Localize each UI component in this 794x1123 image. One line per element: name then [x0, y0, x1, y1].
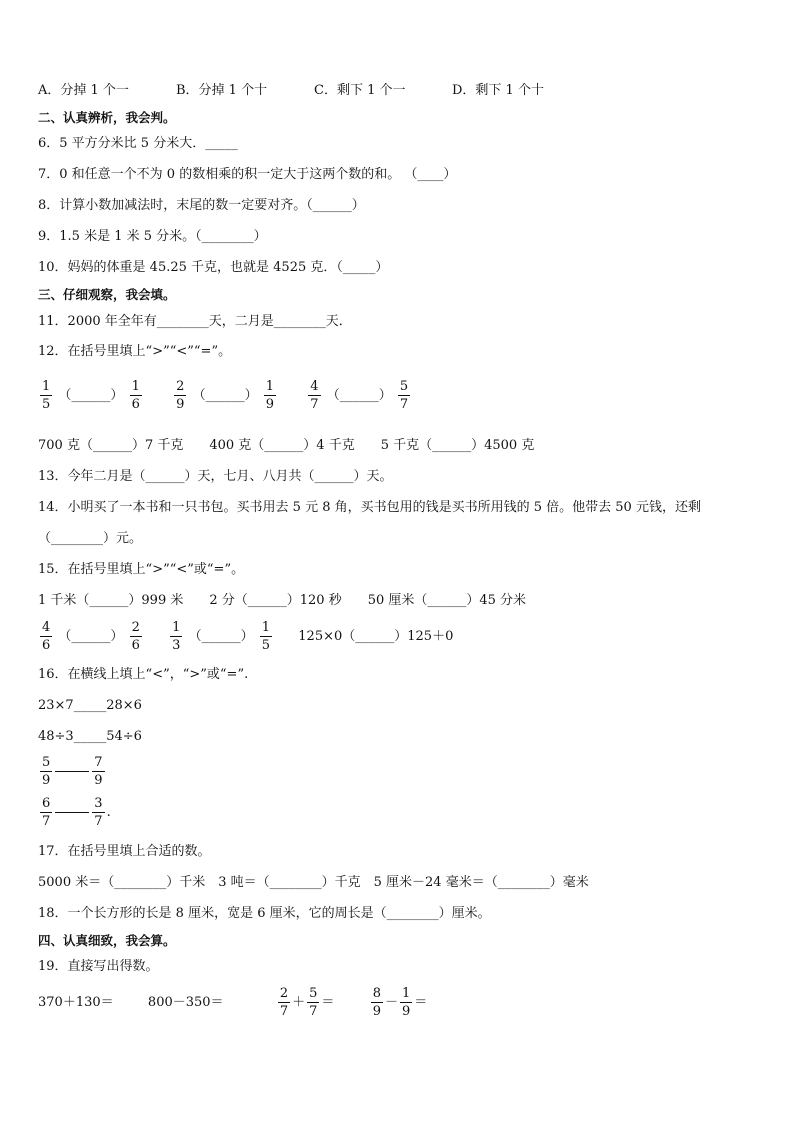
answer-blank[interactable]: （______）: [326, 388, 392, 403]
question-12: 12．在括号里填上“>”“<”“=”。: [38, 344, 232, 359]
question-14-line-1: 14．小明买了一本书和一只书包。买书用去 5 元 8 角，买书包用的钱是买书所用钱的 5 倍。他带去 50 元钱，还剩: [38, 500, 701, 515]
q16-item-a: 23×7_____28×6: [38, 698, 142, 713]
answer-line[interactable]: [55, 812, 89, 813]
question-16: 16．在横线上填上“<”，“>”或“=”.: [38, 667, 249, 682]
q17-items: 5000 米＝（________）千米 3 吨＝（________）千克 5 厘米－24 毫米＝（________）毫米: [38, 875, 589, 890]
fraction: $\frac{2}{9}$: [176, 379, 185, 412]
section-3-heading: 三、仔细观察，我会填。: [38, 287, 176, 302]
question-15: 15．在括号里填上“>”“<”或“=”。: [38, 562, 245, 577]
question-11: 11．2000 年全年有________天，二月是________天．: [38, 314, 352, 329]
question-10: 10．妈妈的体重是 45.25 千克，也就是 4525 克．（_____）: [38, 260, 389, 275]
question-13: 13．今年二月是（______）天，七月、八月共（______）天。: [38, 469, 393, 484]
section-4-heading: 四、认真细致，我会算。: [38, 933, 176, 948]
option-a: A．分掉 1 个一: [38, 83, 129, 98]
fraction: $\frac{4}{7}$: [310, 379, 319, 412]
answer-blank[interactable]: （______）: [58, 388, 124, 403]
question-14-line-2: （________）元。: [38, 531, 143, 546]
q5-options: [38, 82, 544, 100]
q12-unit-comparisons: 700 克（______）7 千克 400 克（______）4 千克 5 千克（______）4500 克: [38, 438, 535, 453]
question-8: 8．计算小数加减法时，末尾的数一定要对齐。（______）: [38, 198, 365, 213]
fraction: $\frac{1}{6}$: [131, 379, 140, 412]
answer-blank[interactable]: （______）: [58, 629, 124, 644]
option-d: D．剩下 1 个十: [452, 83, 544, 98]
q12-fraction-row: [38, 378, 412, 413]
q15-unit-comparisons: 1 千米（______）999 米 2 分（______）120 秒 50 厘米（______）45 分米: [38, 593, 527, 608]
question-17: 17．在括号里填上合适的数。: [38, 844, 211, 859]
fraction: $\frac{1}{9}$: [402, 986, 411, 1019]
q19-items: 370＋130＝ 800－350＝ $\frac{2}{7}$ ＋ $\frac{5}{7}$ ＝ $\frac{8}{9}$ － $\frac{1}{9}$ ＝: [38, 986, 428, 1019]
question-19: 19．直接写出得数。: [38, 959, 159, 974]
section-2-heading: 二、认真辨析，我会判。: [38, 110, 176, 125]
question-6: 6．5 平方分米比 5 分米大．_____: [38, 136, 238, 151]
q15-tail-comparison: 125×0（______）125＋0: [298, 629, 454, 644]
q16-fraction-item-1: [38, 754, 107, 789]
question-18: 18．一个长方形的长是 8 厘米，宽是 6 厘米，它的周长是（________）厘米。: [38, 906, 491, 921]
fraction: $\frac{1}{3}$: [172, 620, 181, 653]
fraction: $\frac{1}{5}$: [42, 379, 51, 412]
fraction: $\frac{1}{9}$: [265, 379, 274, 412]
option-c: C．剩下 1 个一: [314, 83, 406, 98]
answer-blank[interactable]: （______）: [192, 388, 258, 403]
fraction: $\frac{8}{9}$: [372, 986, 381, 1019]
fraction: $\frac{5}{7}$: [309, 986, 318, 1019]
calc-item: 370＋130＝: [38, 995, 114, 1010]
option-b: B．分掉 1 个十: [176, 83, 268, 98]
fraction: $\frac{6}{7}$: [42, 796, 51, 829]
answer-line[interactable]: [55, 771, 89, 772]
question-7: 7．0 和任意一个不为 0 的数相乘的积一定大于这两个数的和。 （____）: [38, 167, 457, 182]
q16-item-b: 48÷3_____54÷6: [38, 729, 142, 744]
fraction: $\frac{5}{7}$: [399, 379, 409, 412]
fraction: $\frac{4}{6}$: [42, 620, 51, 653]
q16-fraction-item-2: $\frac{6}{7}$ $\frac{3}{7}$ .: [42, 796, 111, 829]
answer-blank[interactable]: （______）: [188, 629, 254, 644]
fraction: $\frac{5}{9}$: [42, 755, 51, 788]
fraction: $\frac{3}{7}$: [94, 796, 103, 829]
question-9: 9．1.5 米是 1 米 5 分米。（________）: [38, 229, 267, 244]
fraction: $\frac{2}{6}$: [131, 620, 140, 653]
fraction: $\frac{7}{9}$: [94, 755, 103, 788]
fraction: $\frac{2}{7}$: [279, 986, 289, 1019]
calc-item: 800－350＝: [147, 995, 224, 1010]
q15-fraction-row: [38, 619, 453, 654]
fraction: $\frac{1}{5}$: [261, 620, 270, 653]
